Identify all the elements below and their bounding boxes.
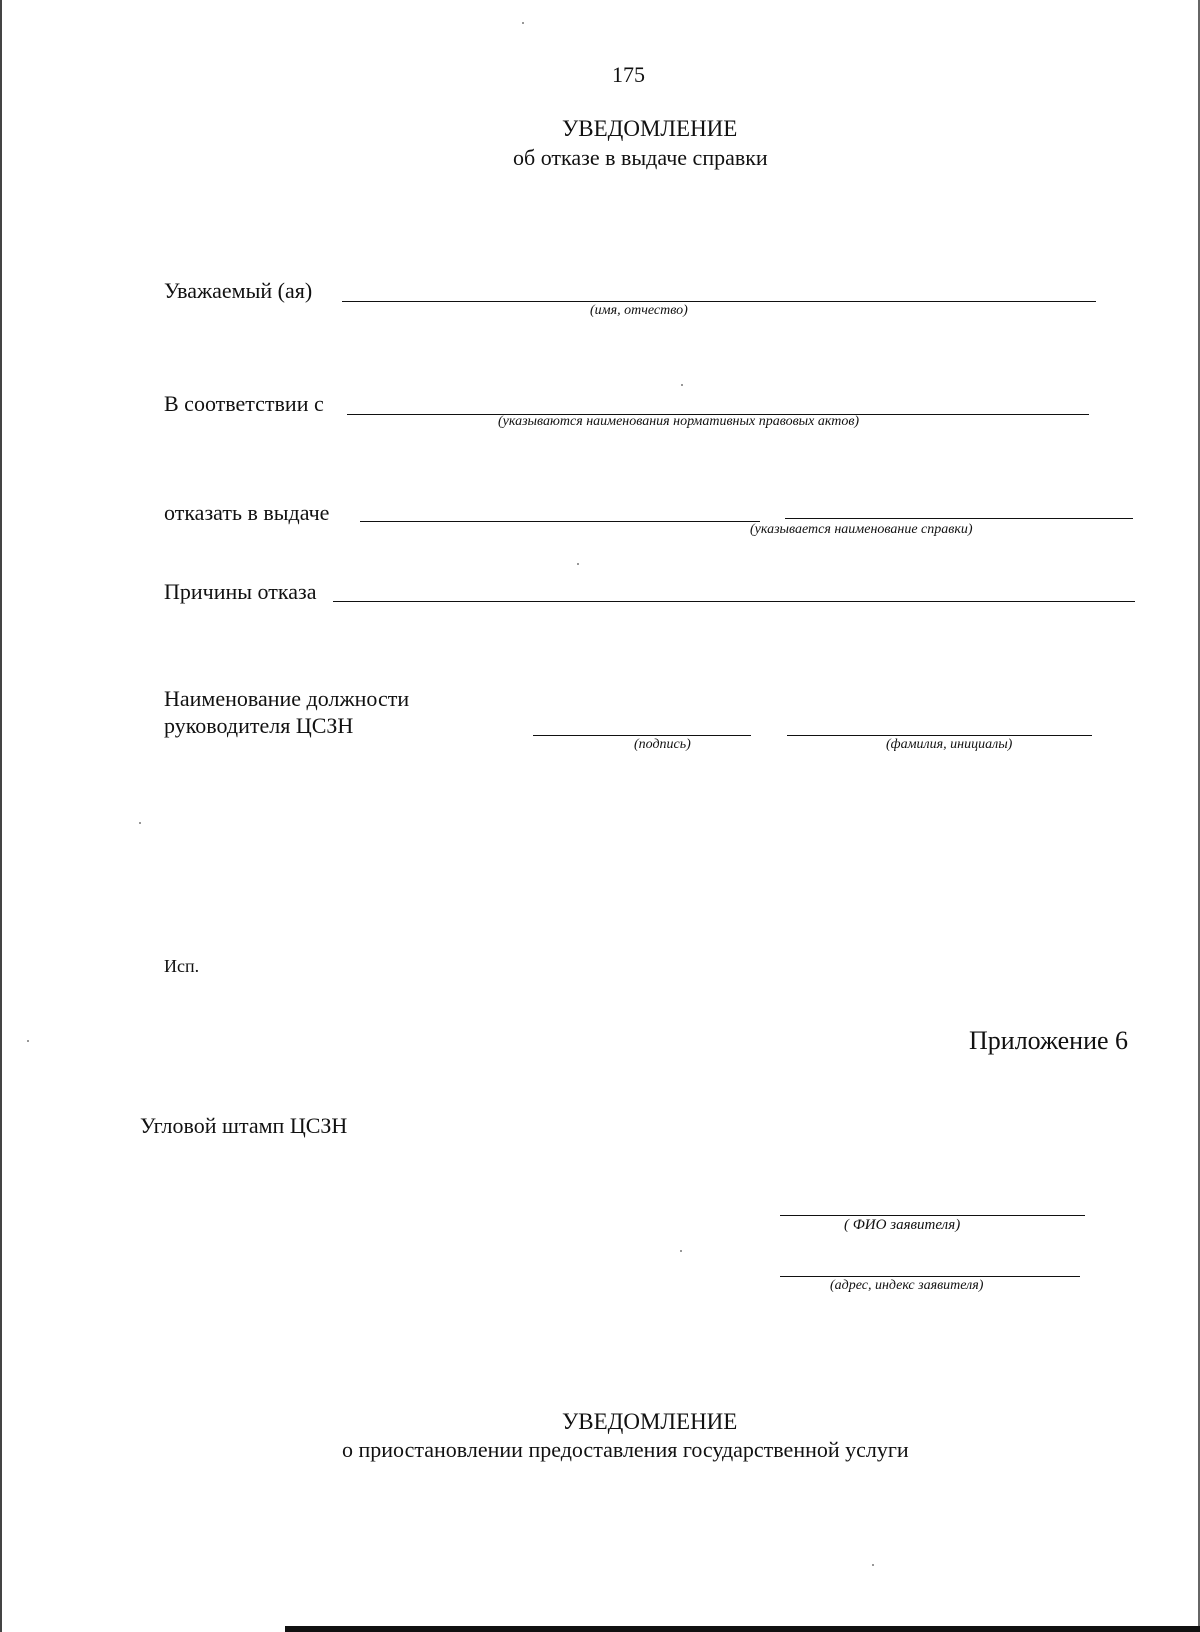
position-label-line1: Наименование должности — [164, 686, 410, 711]
reasons-label: Причины отказа — [164, 579, 317, 604]
scan-edge-bottom — [285, 1626, 1200, 1632]
name-fill-line — [787, 735, 1092, 736]
scan-speck — [680, 1250, 682, 1252]
refuse-label: отказать в выдаче — [164, 500, 330, 525]
accordance-hint: (указываются наименования нормативных правовых актов) — [498, 414, 860, 429]
dear-fill-line — [342, 301, 1096, 302]
applicant-name-fill-line — [780, 1215, 1085, 1216]
refuse-fill-line-2 — [785, 518, 1133, 519]
notice1-title: УВЕДОМЛЕНИЕ — [562, 116, 738, 141]
notice2-title: УВЕДОМЛЕНИЕ — [562, 1409, 738, 1434]
refuse-hint: (указывается наименование справки) — [750, 522, 973, 537]
scan-speck — [681, 384, 683, 386]
position-label-line2: руководителя ЦСЗН — [164, 713, 354, 738]
executor-label: Исп. — [164, 956, 200, 976]
scan-speck — [139, 822, 141, 824]
notice1-subtitle: об отказе в выдаче справки — [513, 145, 768, 170]
page-number: 175 — [612, 62, 645, 87]
applicant-address-hint: (адрес, индекс заявителя) — [830, 1278, 984, 1293]
scan-speck — [27, 1040, 29, 1042]
applicant-address-fill-line — [780, 1276, 1080, 1277]
scan-speck — [872, 1564, 874, 1566]
scan-speck — [522, 22, 524, 24]
name-hint: (фамилия, инициалы) — [886, 737, 1013, 752]
refuse-fill-line-1 — [360, 521, 760, 522]
scan-edge-left — [0, 0, 2, 1632]
accordance-label: В соответствии с — [164, 391, 324, 416]
dear-hint: (имя, отчество) — [590, 303, 688, 318]
corner-stamp-label: Угловой штамп ЦСЗН — [140, 1113, 348, 1138]
reasons-fill-line — [333, 601, 1135, 602]
signature-hint: (подпись) — [634, 737, 691, 752]
dear-label: Уважаемый (ая) — [164, 278, 313, 303]
applicant-name-hint: ( ФИО заявителя) — [844, 1217, 961, 1233]
scan-speck — [577, 563, 579, 565]
notice2-subtitle: о приостановлении предоставления государственной услуги — [342, 1437, 909, 1462]
signature-fill-line — [533, 735, 751, 736]
appendix-label: Приложение 6 — [969, 1026, 1129, 1055]
